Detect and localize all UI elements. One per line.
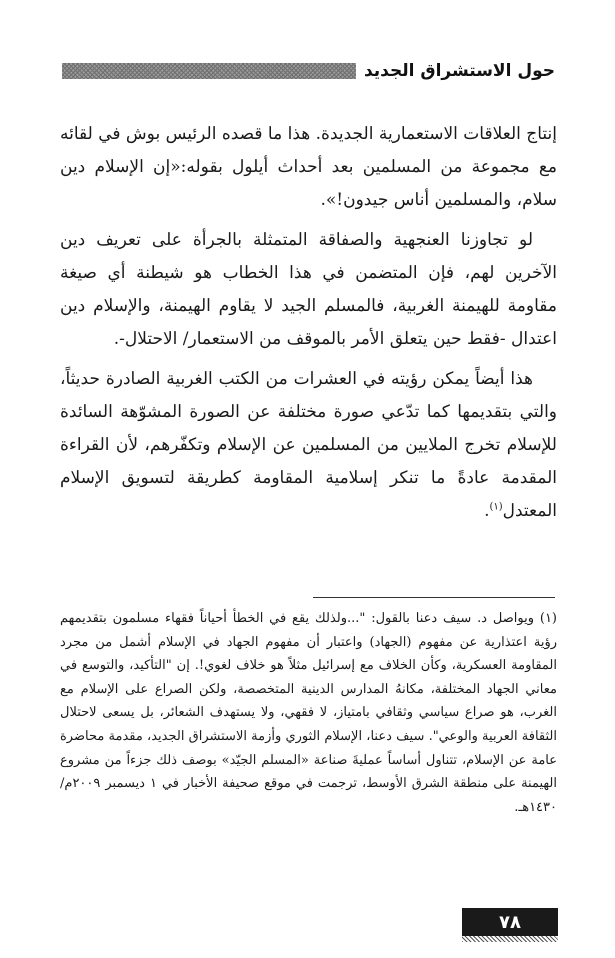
chapter-title: حول الاستشراق الجديد [363,61,555,81]
paragraph-1: إنتاج العلاقات الاستعمارية الجديدة. هذا ما قصده الرئيس بوش في لقائه مع مجموعة من المسلمين بعد أحداث أيلول بقوله:«إن الإسلام دين سلام، والمسلمين أناس جيدون!». [60,124,557,210]
footnote-reference[interactable]: (١) [489,501,503,513]
footnote-separator [313,597,555,598]
paragraph-2: لو تجاوزنا العنجهية والصفاقة المتمثلة بالجرأة على تعريف دين الآخرين لهم، فإن المتضمن في هذا الخطاب هو شيطنة أي صيغة مقاومة للهيمنة الغربية، فالمسلم الجيد لا يقاوم الهيمنة، والإسلام دين اعتدال -فقط حين يتعلق الأمر بالموقف من الاستعمار/ الاحتلال-. [60,230,557,349]
page-number: ٧٨ [462,908,558,936]
paragraph-3-text: هذا أيضاً يمكن رؤيته في العشرات من الكتب الغربية الصادرة حديثاً، والتي بتقديمها كما تدّعي صورة مختلفة عن الصورة المشوّهة السائدة للإسلام تخرج الملايين من المسلمين عن الإسلام وتكفّرهم، لأن القراءة المقدمة عادةً ما تنكر إسلامية المقاومة كطريقة لتسويق الإسلام المعتدل [60,369,557,521]
header-rule-pattern [62,63,356,79]
running-header [62,56,555,86]
paragraph-3: هذا أيضاً يمكن رؤيته في العشرات من الكتب الغربية الصادرة حديثاً، والتي بتقديمها كما تدّعي صورة مختلفة عن الصورة المشوّهة السائدة للإسلام تخرج الملايين من المسلمين عن الإسلام وتكفّرهم، لأن القراءة المقدمة عادةً ما تنكر إسلامية المقاومة كطريقة لتسويق الإسلام المعتدل$^{(١)}$. [60,369,557,521]
page-number-pattern [462,936,558,942]
main-text [60,118,557,535]
footnote-1: (١) ويواصل د. سيف دعنا بالقول: "...ولذلك يقع في الخطأ أحياناً فقهاء مسلمون بتقديمهم رؤية اعتذارية عن مفهوم (الجهاد) واعتبار أن مفهوم الجهاد في الإسلام أشمل من مجرد المقاومة العسكرية، وكأن الخلاف مع إسرائيل مثلاً هو خلاف لغوي!. إن "التأكيد، والتوسع في معاني الجهاد المختلفة، مكانهُ المدارس الدينية المتخصصة، ولكن الصراع على الإسلام مع الغرب، هو صراع سياسي وثقافي بامتياز، لا فقهي، ولا يستهدف الشعائر، بل يسعى لاحتلال الثقافة العربية والوعي". سيف دعنا، الإسلام الثوري وأزمة الاستشراق الجديد، مقدمة محاضرة عامة عن الإسلام، تتناول أساساً عمليةَ صناعة «المسلم الجيّد» بوصف ذلك جزءاً من مشروع الهيمنة على منطقة الشرق الأوسط، ترجمت في موقع صحيفة الأخبار في ١ ديسمبر ٢٠٠٩م/ ١٤٣٠هـ. [60,611,557,815]
